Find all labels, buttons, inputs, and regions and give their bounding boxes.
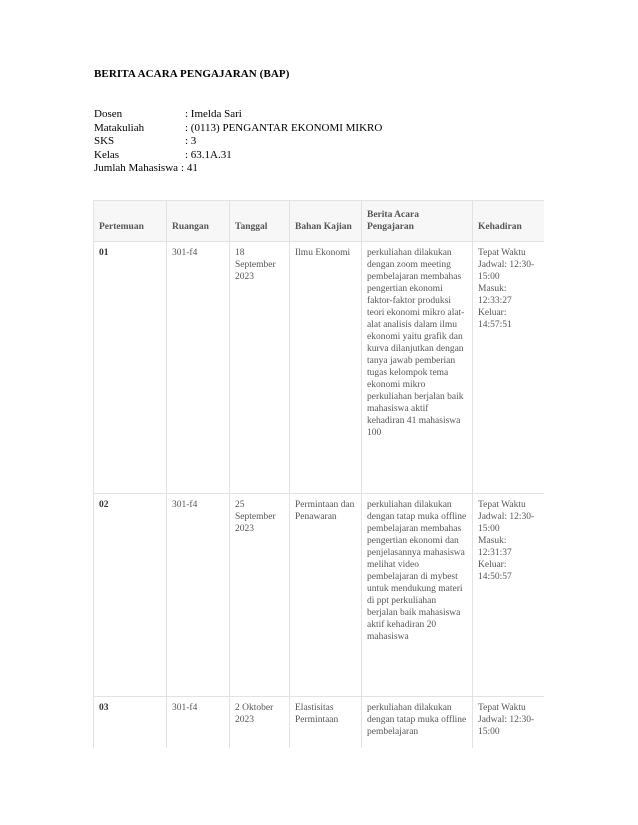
kehadiran-jadwal: Jadwal: 12:30-15:00 bbox=[478, 260, 535, 282]
meta-value: : 3 bbox=[185, 135, 197, 147]
cell-pertemuan: 02 bbox=[94, 494, 167, 697]
cell-kehadiran bbox=[473, 242, 545, 494]
header-ruangan: Ruangan bbox=[167, 201, 230, 242]
bap-table-container bbox=[93, 200, 544, 748]
cell-pertemuan: 01 bbox=[94, 242, 167, 494]
cell-berita-acara: perkuliahan dilakukan dengan tatap muka offline pembelajaran bbox=[362, 697, 473, 749]
header-pertemuan: Pertemuan bbox=[94, 201, 167, 242]
cell-ruangan: 301-f4 bbox=[167, 242, 230, 494]
cell-ruangan: 301-f4 bbox=[167, 494, 230, 697]
cell-ruangan: 301-f4 bbox=[167, 697, 230, 749]
course-info bbox=[94, 108, 382, 176]
meta-row-sks bbox=[94, 135, 382, 149]
cell-tanggal: 2 Oktober 2023 bbox=[230, 697, 290, 749]
meta-value: : Imelda Sari bbox=[185, 108, 242, 120]
meta-label: Jumlah Mahasiswa bbox=[94, 162, 179, 174]
document-title: BERITA ACARA PENGAJARAN (BAP) bbox=[94, 68, 290, 80]
meta-row-matakuliah bbox=[94, 122, 382, 136]
kehadiran-status: Tepat Waktu bbox=[478, 500, 526, 510]
cell-pertemuan: 03 bbox=[94, 697, 167, 749]
table-row bbox=[94, 494, 545, 697]
meta-row-kelas bbox=[94, 149, 382, 163]
kehadiran-keluar: Keluar: 14:57:51 bbox=[478, 308, 512, 330]
cell-kehadiran bbox=[473, 494, 545, 697]
header-tanggal: Tanggal bbox=[230, 201, 290, 242]
cell-bahan-kajian: Permintaan dan Penawaran bbox=[290, 494, 362, 697]
cell-berita-acara: perkuliahan dilakukan dengan tatap muka offline pembelajaran membahas pengertian ekonomi dan penjelasannya mahasiswa melihat video pembelajaran di mybest untuk mendukung materi di ppt perkuliahan berjalan baik mahasiswa aktif kehadiran 20 mahasiswa bbox=[362, 494, 473, 697]
kehadiran-keluar: Keluar: 14:50:57 bbox=[478, 560, 512, 582]
cell-berita-acara: perkuliahan dilakukan dengan zoom meeting pembelajaran membahas pengertian ekonomi faktor-faktor produksi teori ekonomi mikro alat-alat analisis dalam ilmu ekonomi yaitu grafik dan kurva dilanjutkan dengan tanya jawab pemberian tugas kelompok tema ekonomi mikro perkuliahan berjalan baik mahasiswa aktif kehadiran 41 mahasiswa 100 bbox=[362, 242, 473, 494]
meta-label: Kelas bbox=[94, 148, 120, 161]
kehadiran-status: Tepat Waktu bbox=[478, 703, 526, 713]
cell-kehadiran bbox=[473, 697, 545, 749]
cell-tanggal: 18 September 2023 bbox=[230, 242, 290, 494]
kehadiran-jadwal: Jadwal: 12:30-15:00 bbox=[478, 512, 535, 534]
kehadiran-jadwal: Jadwal: 12:30-15:00 bbox=[478, 715, 535, 737]
table-header-row bbox=[94, 201, 545, 242]
meta-label: Dosen bbox=[94, 108, 123, 120]
table-row bbox=[94, 242, 545, 494]
meta-row-jumlah-mahasiswa bbox=[94, 162, 382, 176]
kehadiran-status: Tepat Waktu bbox=[478, 248, 526, 258]
bap-table bbox=[93, 200, 544, 748]
header-kehadiran: Kehadiran bbox=[473, 201, 545, 242]
kehadiran-masuk: Masuk: 12:31:37 bbox=[478, 536, 512, 558]
cell-bahan-kajian: Elastisitas Permintaan bbox=[290, 697, 362, 749]
meta-label: SKS bbox=[94, 135, 115, 147]
meta-value: : (0113) PENGANTAR EKONOMI MIKRO bbox=[185, 121, 383, 134]
meta-value: : 63.1A.31 bbox=[185, 148, 232, 161]
header-bahan-kajian: Bahan Kajian bbox=[290, 201, 362, 242]
meta-row-dosen bbox=[94, 108, 382, 122]
meta-value: : 41 bbox=[181, 162, 198, 174]
cell-tanggal: 25 September 2023 bbox=[230, 494, 290, 697]
meta-label: Matakuliah bbox=[94, 121, 145, 134]
kehadiran-masuk: Masuk: 12:33:27 bbox=[478, 284, 512, 306]
header-berita-acara: Berita Acara Pengajaran bbox=[362, 201, 473, 242]
cell-bahan-kajian: Ilmu Ekonomi bbox=[290, 242, 362, 494]
table-row bbox=[94, 697, 545, 749]
